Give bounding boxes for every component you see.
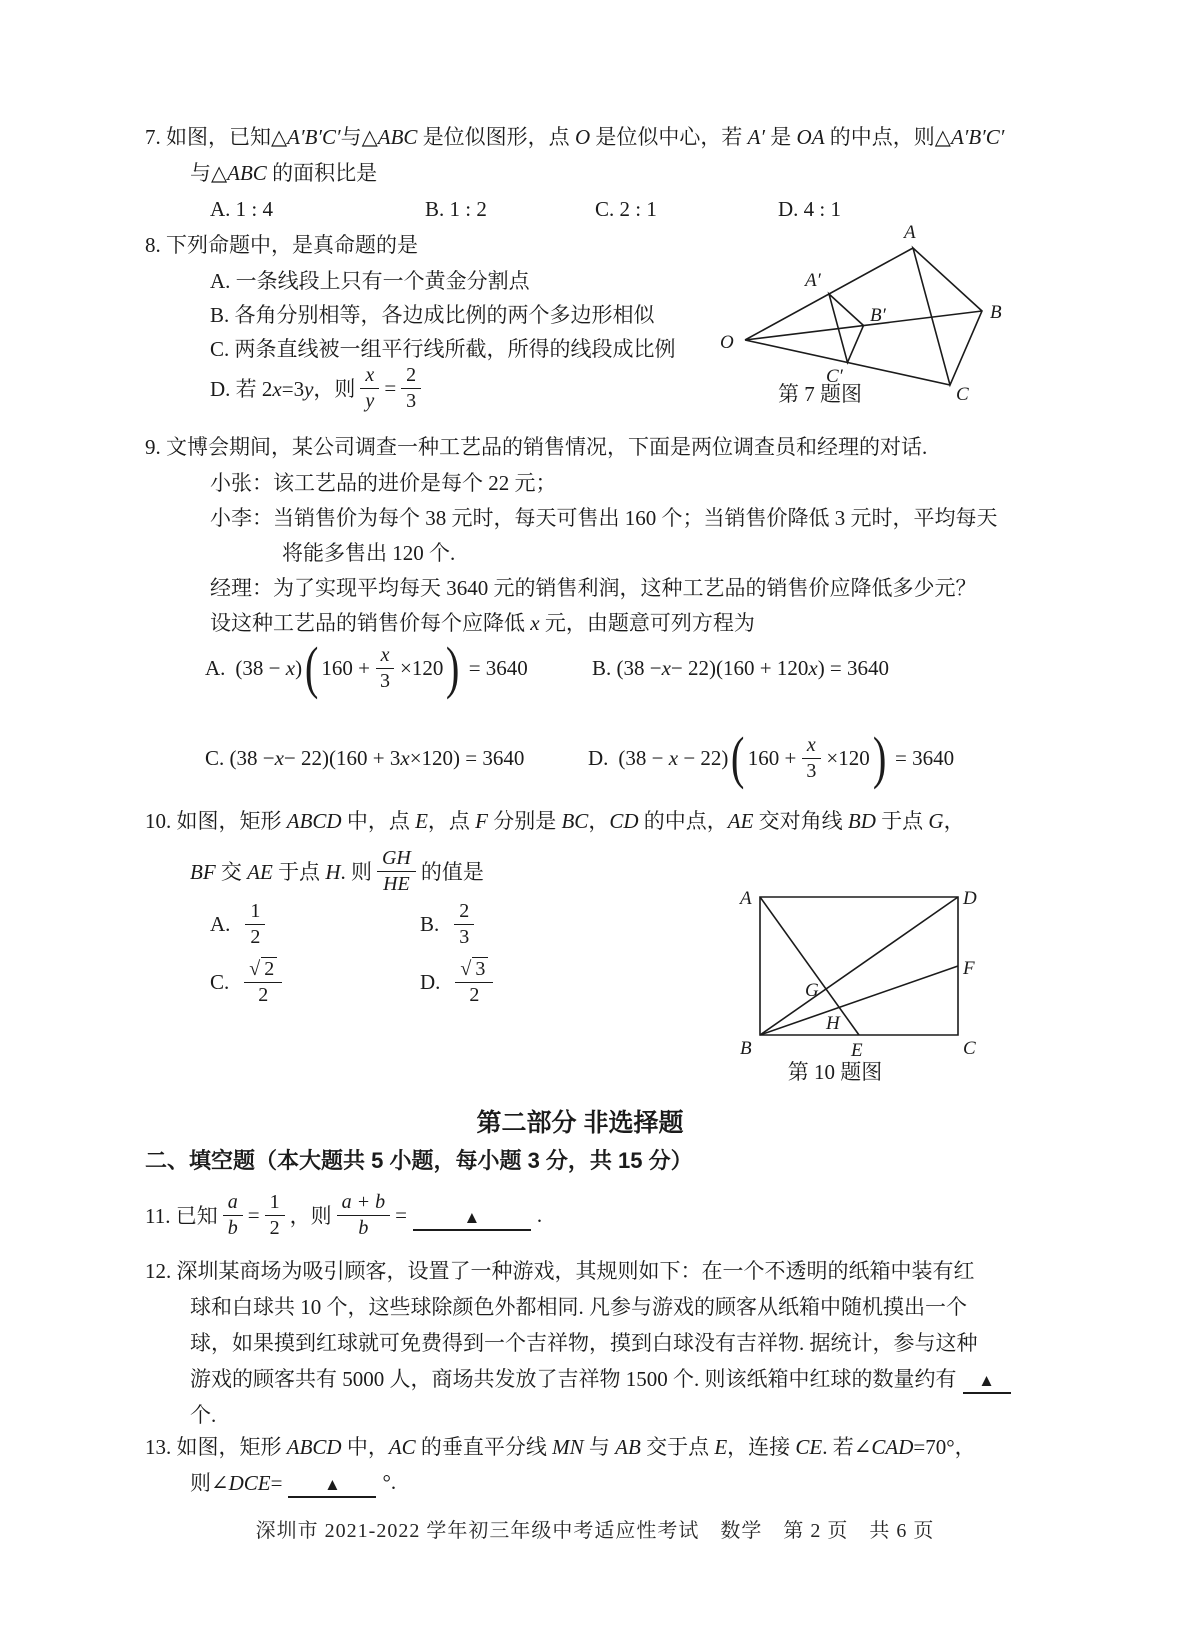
q11-mid: ，则 — [289, 1204, 332, 1228]
q9-option-d-end: = 3640 — [895, 745, 955, 770]
label-H: H — [826, 1013, 840, 1034]
q10-option-d — [420, 954, 498, 1010]
q13-line2-end: °. — [382, 1469, 397, 1494]
q10-option-a — [210, 896, 270, 952]
q13-line2 — [190, 1466, 396, 1498]
part2-header: 第二部分 非选择题 — [476, 1109, 684, 1137]
q10-stem-line1: 10. 如图，矩形 ABCD 中，点 E，点 F 分别是 BC，CD 的中点，AE 交对角线 BD 于点 G， — [145, 809, 965, 833]
q12-line5: 个. — [190, 1403, 217, 1427]
fraction-aplusb-b: $\frac{a + b}{b}$ — [337, 1190, 391, 1241]
segment-bf — [760, 966, 958, 1035]
fraction-sqrt3-2: $\frac{√ 3}{2}$ — [455, 957, 493, 1008]
q9-option-a: A. (38 − x) ( 160 + $\frac{x}{3}$ ×120 ) = 3640 — [205, 635, 528, 700]
q9-option-d-mid: 160 + — [747, 745, 797, 770]
label-D: D — [963, 888, 977, 909]
label-B: B — [990, 302, 1002, 323]
q8-option-b: B. 各角分别相等，各边成比例的两个多边形相似 — [210, 303, 655, 327]
radicand: 2 — [261, 957, 277, 980]
label-C1: C′ — [826, 366, 843, 387]
q10-stem-line2-tail: 的值是 — [420, 860, 484, 884]
fraction-x-y: $\frac{x}{y}$ — [360, 363, 379, 414]
fraction-sqrt2-2: $\frac{√ 2}{2}$ — [244, 957, 282, 1008]
q12-line2: 球和白球共 10 个，这些球除颜色外都相同. 凡参与游戏的顾客从纸箱中随机摸出一个 — [190, 1295, 967, 1319]
q12-line1: 12. 深圳某商场为吸引顾客，设置了一种游戏，其规则如下：在一个不透明的纸箱中装有红 — [145, 1259, 975, 1283]
q9-option-d-label: D. — [588, 745, 609, 770]
label-B: B — [740, 1038, 752, 1059]
q11-answer-blank: ▲ — [413, 1200, 531, 1231]
q13-line1: 13. 如图，矩形 ABCD 中，AC 的垂直平分线 MN 与 AB 交于点 E，连接 CE. 若∠CAD=70°， — [145, 1435, 976, 1459]
radicand: 3 — [472, 957, 488, 980]
q13-line2-pre: 则∠DCE= — [190, 1471, 283, 1495]
q9-option-b: B. (38 − x − 22)(160 + 120 x ) = 3640 — [592, 655, 890, 680]
equals-sign: = — [247, 1202, 260, 1227]
q9-stem: 9. 文博会期间，某公司调查一种工艺品的销售情况，下面是两位调查员和经理的对话. — [145, 435, 928, 459]
q7-option-b: B. 1 : 2 — [425, 197, 487, 221]
q8-option-d — [210, 360, 426, 416]
q9-option-a-pre: (38 − x) — [235, 655, 303, 680]
q12-line4 — [190, 1362, 1017, 1394]
q11-end: . — [536, 1202, 543, 1227]
q11-pre: 11. 已知 — [145, 1204, 218, 1228]
q9-option-d-pre: (38 − x − 22) — [618, 745, 729, 770]
fill-in-section-heading: 二、填空题（本大题共 5 小题，每小题 3 分，共 15 分） — [145, 1148, 693, 1173]
q10-stem-line2-pre: BF 交 AE 于点 H. 则 — [190, 860, 372, 884]
q10-option-a-label: A. — [210, 911, 231, 936]
q10-figure-caption: 第 10 题图 — [787, 1060, 883, 1084]
q12-line4-text: 游戏的顾客共有 5000 人，商场共发放了吉祥物 1500 个. 则该纸箱中红球的数量约有 — [190, 1367, 957, 1391]
q7-option-d: D. 4 : 1 — [778, 197, 841, 221]
label-C: C — [956, 384, 969, 405]
q7-option-c: C. 2 : 1 — [595, 197, 657, 221]
label-G: G — [805, 980, 819, 1001]
q7-figure-caption: 第 7 题图 — [778, 382, 862, 406]
label-F: F — [963, 958, 975, 979]
q12-answer-blank: ▲ — [963, 1363, 1011, 1394]
fraction-gh-he: $\frac{GH}{HE}$ — [377, 846, 416, 897]
fraction-a-b: $\frac{a}{b}$ — [223, 1190, 243, 1241]
q9-option-a-mid: 160 + — [321, 655, 371, 680]
q12-line3: 球，如果摸到红球就可免费得到一个吉祥物，摸到白球没有吉祥物. 据统计，参与这种 — [190, 1331, 978, 1355]
sqrt-2-numerator — [244, 957, 282, 983]
q9-dialog-li-2: 将能多售出 120 个. — [282, 541, 456, 565]
fraction-2-3: $\frac{2}{3}$ — [401, 363, 421, 414]
q8-stem: 8. 下列命题中，是真命题的是 — [145, 233, 418, 257]
q9-option-a-tail: ×120 — [400, 655, 444, 680]
label-O: O — [720, 332, 734, 353]
q8-option-a: A. 一条线段上只有一个黄金分割点 — [210, 269, 530, 293]
q7-stem-line1: 7. 如图，已知△A′B′C′与△ABC 是位似图形，点 O 是位似中心，若 A′ 是 OA 的中点，则△A′B′C′ — [145, 125, 1005, 149]
fraction-x-3: $\frac{x}{3}$ — [375, 643, 395, 694]
fraction-1-2: $\frac{1}{2}$ — [245, 899, 265, 950]
label-A: A — [904, 222, 916, 243]
label-E: E — [851, 1040, 863, 1061]
q9-dialog-zhang: 小张：该工艺品的进价是每个 22 元； — [210, 471, 557, 495]
q9-option-d-tail: ×120 — [826, 745, 870, 770]
q10-option-c — [210, 954, 287, 1010]
radical-sign: √ — [460, 957, 472, 980]
fraction-x-3: $\frac{x}{3}$ — [801, 733, 821, 784]
q9-option-a-label: A. — [205, 655, 226, 680]
q9-setup: 设这种工艺品的销售价每个应降低 x 元，由题意可列方程为 — [210, 611, 755, 635]
q10-option-c-label: C. — [210, 969, 230, 994]
label-A1: A′ — [805, 270, 821, 291]
label-C: C — [963, 1038, 976, 1059]
q10-option-d-label: D. — [420, 969, 441, 994]
q10-figure — [700, 882, 1010, 1061]
q10-stem-line2 — [190, 842, 484, 900]
segment-ae — [760, 897, 859, 1035]
q9-option-a-end: = 3640 — [468, 655, 528, 680]
diagonal-bd — [760, 897, 958, 1035]
q10-option-b — [420, 896, 479, 952]
q10-option-b-label: B. — [420, 911, 440, 936]
fraction-1-2: $\frac{1}{2}$ — [265, 1190, 285, 1241]
triangle-abc — [913, 248, 982, 385]
q8-option-d-text: D. 若 2x=3y，则 — [210, 377, 356, 401]
q7-stem-line2: 与△ABC 的面积比是 — [190, 161, 378, 185]
radical-sign: √ — [249, 957, 261, 980]
q9-option-c: C. (38 − x − 22)(160 + 3 x ×120) = 3640 — [205, 745, 525, 770]
page-footer: 深圳市 2021-2022 学年初三年级中考适应性考试 数学 第 2 页 共 6 页 — [255, 1520, 935, 1542]
fraction-2-3: $\frac{2}{3}$ — [454, 899, 474, 950]
label-A: A — [740, 888, 752, 909]
sqrt-3-numerator — [455, 957, 493, 983]
q9-dialog-manager: 经理：为了实现平均每天 3640 元的销售利润，这种工艺品的销售价应降低多少元？ — [210, 576, 977, 600]
equals-sign: = — [384, 375, 397, 400]
q8-option-c: C. 两条直线被一组平行线所截，所得的线段成比例 — [210, 337, 676, 361]
similarity-rays — [745, 248, 982, 385]
label-B1: B′ — [870, 305, 886, 326]
equals-sign: = — [395, 1202, 407, 1227]
q9-option-d: D. (38 − x − 22) ( 160 + $\frac{x}{3}$ ×120 ) = 3640 — [588, 725, 955, 790]
q7-option-a: A. 1 : 4 — [210, 197, 273, 221]
q9-dialog-li-1: 小李：当销售价为每个 38 元时，每天可售出 160 个；当销售价降低 3 元时，平均每天 — [210, 506, 998, 530]
q11-stem — [145, 1184, 542, 1246]
q13-answer-blank: ▲ — [288, 1467, 376, 1498]
